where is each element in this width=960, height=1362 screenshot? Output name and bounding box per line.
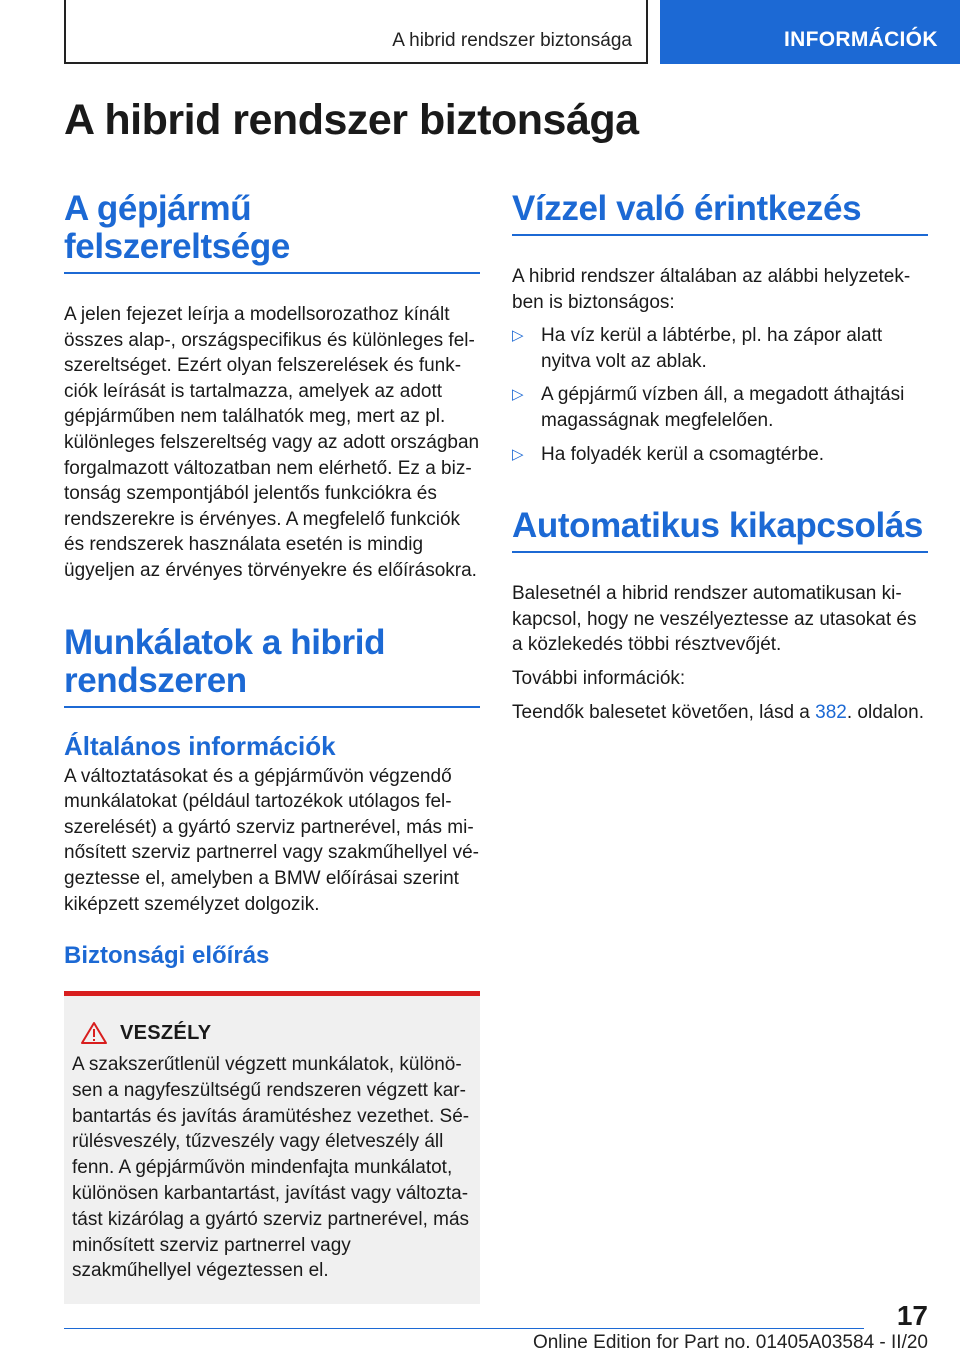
section-title-hybrid-work: Munkálatok a hibrid rendszeren <box>64 624 480 708</box>
header-chapter-tab[interactable] <box>660 0 960 64</box>
page-title: A hibrid rendszer biztonsága <box>64 96 639 144</box>
footer-edition: Online Edition for Part no. 01405A03584 - II/20 <box>532 1332 928 1353</box>
warning-header <box>72 1018 472 1048</box>
page-reference <box>512 700 928 726</box>
header-chapter-label: INFORMÁCIÓK <box>784 28 938 51</box>
page-number: 17 <box>896 1300 928 1331</box>
section-title-auto-shutoff: Automatikus kikapcsolás <box>512 507 928 553</box>
more-info-label: További információk: <box>512 667 686 689</box>
list-item-text: Ha folyadék kerül a csomagtérbe. <box>541 443 825 465</box>
section-body-auto-shutoff: Balesetnél a hibrid rendszer automatikusan kikapcsol, hogy ne veszélyeztesse az utasokat és a közlekedés többi résztvevőjét. <box>512 583 917 656</box>
warning-label: VESZÉLY <box>120 1021 212 1044</box>
water-contact-list <box>512 323 928 467</box>
list-item-text: Ha víz kerül a lábtérbe, pl. ha zápor alatt nyitva volt az ablak. <box>541 325 883 372</box>
warning-body: A szakszerűtlenül végzett munkálatok, különösen a nagyfeszültségű rendszeren végzett karbantartás és javítás áramütéshez vezethet. Sérülésveszély, tűzveszély vagy életveszély áll fenn. A gépjárművön mindenfajta munkálatot, különösen karbantartást, javítást vagy változtatást kizárólag a gyártó szerviz partnerével, más minősített szerviz partnerrel vagy szakműhellyel végeztessen el. <box>72 1054 470 1282</box>
list-item-text: A gépjármű vízben áll, a megadott áthajtási magasságnak megfelelően. <box>541 384 905 431</box>
subsection-title-safety: Biztonsági előírás <box>64 942 270 970</box>
right-column <box>512 190 928 725</box>
section-intro-water-contact: A hibrid rendszer általában az alábbi helyzetekben is biztonságos: <box>512 266 911 313</box>
page-reference-link[interactable]: 382 <box>815 701 847 723</box>
bullet-arrow-icon: ▷ <box>512 386 524 404</box>
section-title-water-contact: Vízzel való érintkezés <box>512 190 928 236</box>
section-title-equipment: A gépjármű felszereltsége <box>64 190 480 274</box>
left-column <box>64 190 480 1304</box>
section-body-equipment: A jelen fejezet leírja a modellsorozathoz kínált összes alap-, országspecifikus és különleges felszereltséget. Ezért olyan felszerelések és funkciók leírását is tartalmazza, amelyek az adott gépjárműben nem találhatók meg, mert az pl. különleges felszereltség vagy az adott országban forgalmazott változatban nem elérhető. Ez a biztonság szempontjából jelentős funkciókra és rendszerekre is érvényes. A megfelelő funkciók és rendszerek használata esetén is mindig ügyeljen az érvényes törvényekre és előírásokra. <box>64 304 480 581</box>
page-reference-suffix: . oldalon. <box>846 701 924 723</box>
warning-triangle-icon <box>80 1021 108 1045</box>
bullet-arrow-icon: ▷ <box>512 445 524 463</box>
subsection-body-general-info: A változtatásokat és a gépjárművön végzendő munkálatokat (például tartozékok utólagos felszerelését) a gyártó szerviz partnerével, más minősített szerviz partnerrel vagy szakműhellyel végeztesse el, amelyben a BMW előírásai szerint kiképzett személyzet dolgozik. <box>64 765 479 915</box>
footer-divider <box>64 1328 864 1329</box>
subsection-title-general-info: Általános információk <box>64 730 336 761</box>
bullet-arrow-icon: ▷ <box>512 327 524 345</box>
page-reference-text: Teendők balesetet követően, lásd a <box>512 701 816 723</box>
list-item <box>512 442 928 468</box>
list-item <box>512 382 928 433</box>
warning-box <box>64 991 480 1304</box>
header-section-title: A hibrid rendszer biztonsága <box>392 30 632 51</box>
list-item <box>512 323 928 374</box>
header-section-box <box>64 0 648 64</box>
